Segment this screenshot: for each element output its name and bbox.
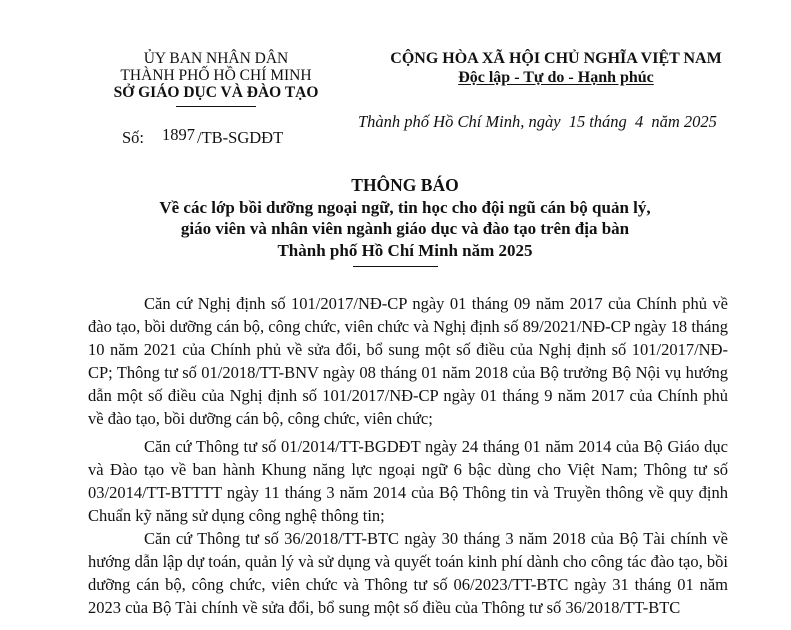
title-main: THÔNG BÁO — [351, 175, 459, 195]
document-number — [122, 125, 284, 148]
issue-date — [358, 112, 717, 132]
body-paragraph-3: Căn cứ Thông tư số 36/2018/TT-BTC ngày 30 tháng 3 năm 2018 của Bộ Tài chính về hướng dẫn lập dự toán, quản lý và sử dụng và quyết toán kinh phí dành cho công tác đào tạo, bồi dưỡng cán bộ, công chức, viên chức và Thông tư số 06/2023/TT-BTC ngày 31 tháng 01 năm 2023 của Bộ Tài chính về sửa đổi, bổ sung một số điều của Thông tư số 36/2018/TT-BTC — [88, 529, 728, 617]
document-title — [40, 175, 770, 261]
doc-number-value: 1897 — [162, 125, 196, 144]
date-day: 15 — [568, 112, 586, 131]
body-paragraph-2: Căn cứ Thông tư số 01/2014/TT-BGDĐT ngày 24 tháng 01 năm 2014 của Bộ Giáo dục và Đào tạo về ban hành Khung năng lực ngoại ngữ 6 bậc dùng cho Việt Nam; Thông tư số 03/2014/TT-BTTTT ngày 11 tháng 3 năm 2014 của Bộ Thông tin và Truyền thông về quy định Chuẩn kỹ năng sử dụng công nghệ thông tin; — [88, 437, 728, 525]
doc-number-suffix: /TB-SGDĐT — [197, 128, 284, 147]
agency-line-1: ỦY BAN NHÂN DÂN — [143, 50, 289, 67]
date-year: năm 2025 — [651, 112, 717, 131]
agency-line-3: SỞ GIÁO DỤC VÀ ĐÀO TẠO — [113, 84, 319, 101]
date-month-word: tháng — [589, 112, 627, 131]
body-paragraph-1: Căn cứ Nghị định số 101/2017/NĐ-CP ngày 01 tháng 09 năm 2017 của Chính phủ về đào tạo, bồi dưỡng cán bộ, công chức, viên chức và Nghị định số 89/2021/NĐ-CP ngày 18 tháng 10 năm 2021 của Chính phủ về sửa đổi, bổ sung một số điều của Nghị định số 101/2017/NĐ-CP; Thông tư số 01/2018/TT-BNV ngày 08 tháng 01 năm 2018 của Bộ trưởng Bộ Nội vụ hướng dẫn một số điều của Nghị định số 101/2017/NĐ-CP ngày 01 tháng 9 năm 2017 của Chính phủ về đào tạo, bồi dưỡng cán bộ, công chức, viên chức; — [88, 294, 728, 428]
date-month: 4 — [634, 112, 644, 131]
title-line-1: Về các lớp bồi dưỡng ngoại ngữ, tin học cho đội ngũ cán bộ quản lý, — [159, 197, 651, 217]
agency-underline — [176, 106, 256, 107]
national-header — [356, 49, 756, 87]
national-motto: Độc lập - Tự do - Hạnh phúc — [458, 69, 654, 86]
date-prefix: Thành phố Hồ Chí Minh, ngày — [358, 112, 561, 131]
doc-number-label: Số: — [122, 128, 145, 147]
title-line-2: giáo viên và nhân viên ngành giáo dục và đào tạo trên địa bàn — [180, 219, 630, 238]
national-title: CỘNG HÒA XÃ HỘI CHỦ NGHĨA VIỆT NAM — [390, 50, 722, 67]
agency-header — [96, 50, 336, 101]
title-line-3: Thành phố Hồ Chí Minh năm 2025 — [277, 240, 533, 260]
agency-line-2: THÀNH PHỐ HỒ CHÍ MINH — [120, 67, 312, 84]
title-divider — [353, 266, 438, 267]
